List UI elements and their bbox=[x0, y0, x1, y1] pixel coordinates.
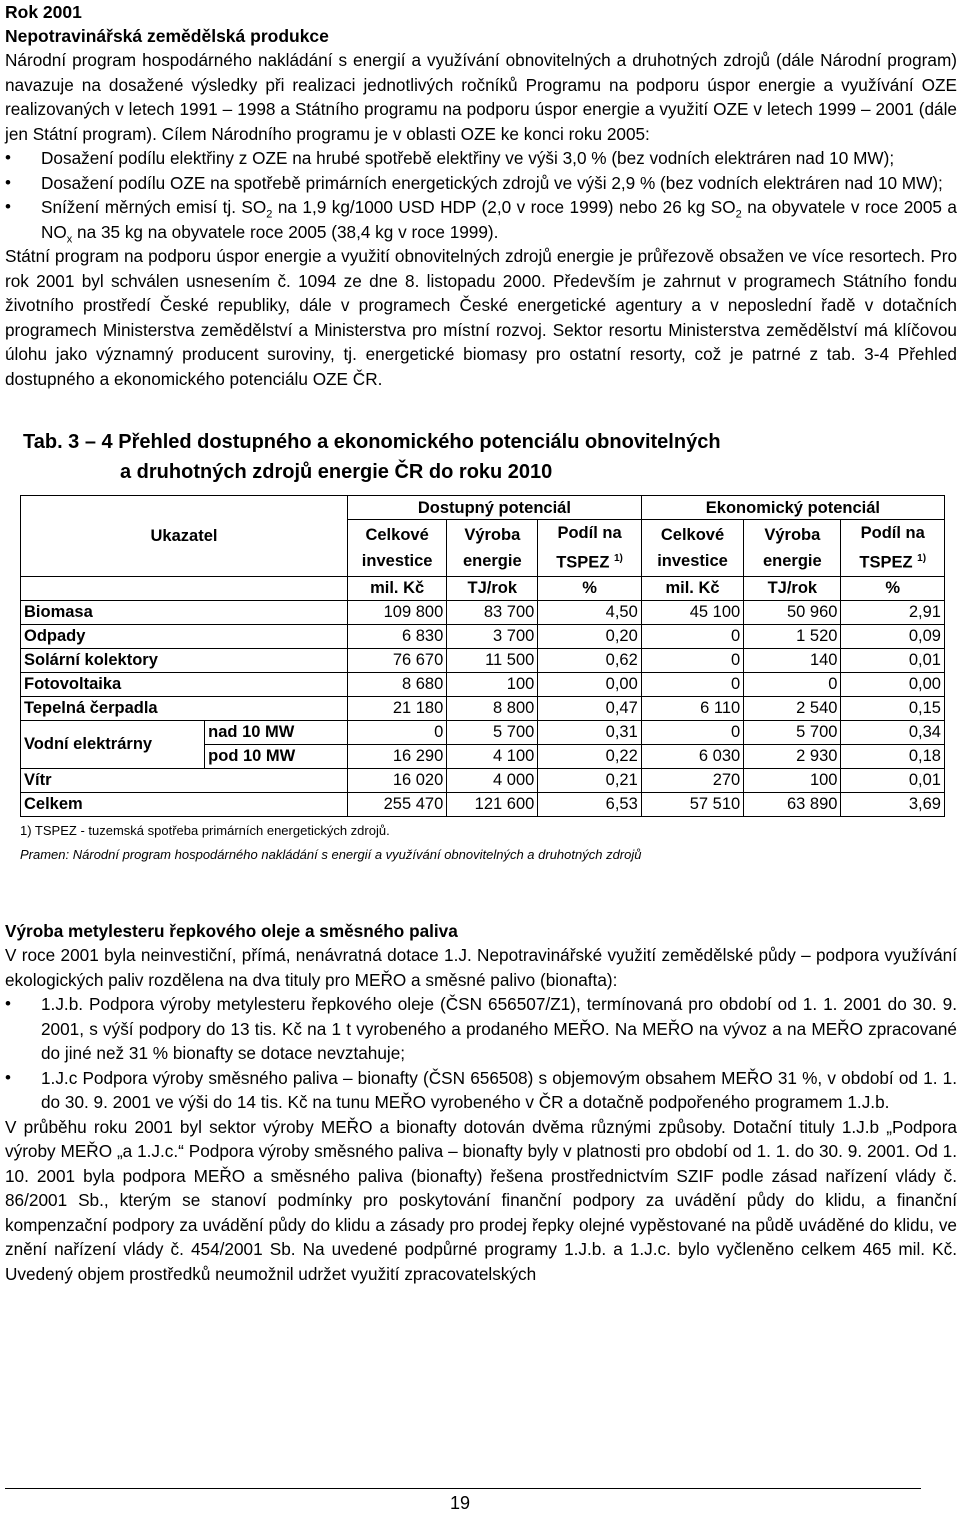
document-page bbox=[5, 0, 957, 1286]
emissions-text-d: na 35 kg na obyvatele roce 2005 (38,4 kg v roce 1999). bbox=[72, 221, 499, 242]
goal-item-electricity: • Dosažení podílu elektřiny z OZE na hrubé spotřebě elektřiny ve výši 3,0 % (bez vodních elektráren nad 10 MW); bbox=[5, 146, 957, 171]
section2-title: Výroba metylesteru řepkového oleje a směsného paliva bbox=[5, 920, 458, 941]
unit-investice-2: mil. Kč bbox=[641, 576, 743, 600]
table-title-line-1: Tab. 3 – 4 Přehled dostupného a ekonomického potenciálu obnovitelných bbox=[23, 431, 721, 453]
page-number: 19 bbox=[449, 1493, 471, 1513]
header-investice-1: Celkové investice bbox=[347, 520, 446, 577]
table-title-line-2: a druhotných zdrojů energie ČR do roku 2010 bbox=[120, 461, 553, 483]
header-dostupny: Dostupný potenciál bbox=[347, 496, 641, 520]
footer-rule bbox=[5, 1488, 921, 1489]
so2-subscript-1: 2 bbox=[266, 208, 273, 221]
subsidy-item-1jc: • 1.J.c Podpora výroby směsného paliva – bionafty (ČSN 656508) s objemovým obsahem MEŘO 31 %, v období od 1. 1. do 30. 9. 2001 ve výši do 14 tis. Kč na tunu MEŘO vyrobeného v ČR a dotačně podpořeného programem 1.J.b. bbox=[5, 1066, 957, 1115]
table-title bbox=[5, 427, 957, 487]
header-investice-2: Celkové investice bbox=[641, 520, 743, 577]
unit-energie-1: TJ/rok bbox=[447, 576, 538, 600]
goal-item-primary-energy: • Dosažení podílu OZE na spotřebě primárních energetických zdrojů ve výši 2,9 % (bez vodních elektráren nad 10 MW); bbox=[5, 171, 957, 196]
unit-spacer bbox=[21, 576, 348, 600]
header-ekonomicky: Ekonomický potenciál bbox=[641, 496, 944, 520]
table-row: Odpady 6 830 3 700 0,20 0 1 520 0,09 bbox=[21, 624, 945, 648]
table-row: Biomasa 109 800 83 700 4,50 45 100 50 960 2,91 bbox=[21, 600, 945, 624]
table-source: Pramen: Národní program hospodárného nakládání s energií a využívání obnovitelných a druhotných zdrojů bbox=[20, 846, 642, 862]
potential-table bbox=[20, 495, 945, 817]
table-row: Vítr 16 020 4 000 0,21 270 100 0,01 bbox=[21, 768, 945, 792]
goals-list bbox=[5, 146, 957, 244]
table-row: Solární kolektory 76 670 11 500 0,62 0 140 0,01 bbox=[21, 648, 945, 672]
unit-energie-2: TJ/rok bbox=[744, 576, 841, 600]
so2-subscript-2: 2 bbox=[735, 208, 742, 221]
header-podil-1: Podíl na TSPEZ $^{1)}$ bbox=[538, 520, 641, 577]
table-row: Tepelná čerpadla 21 180 8 800 0,47 6 110 2 540 0,15 bbox=[21, 696, 945, 720]
table-row: Fotovoltaika 8 680 100 0,00 0 0 0,00 bbox=[21, 672, 945, 696]
unit-pct-1: % bbox=[538, 576, 641, 600]
goal-item-emissions bbox=[5, 195, 957, 244]
emissions-text-b: na 1,9 kg/1000 USD HDP (2,0 v roce 1999) nebo 26 kg SO bbox=[272, 197, 736, 217]
vodni-label: Vodní elektrárny bbox=[21, 720, 205, 768]
header-podil-2: Podíl na TSPEZ $^{1)}$ bbox=[841, 520, 945, 577]
header-vyroba-2: Výroba energie bbox=[744, 520, 841, 577]
emissions-text-a: Snížení měrných emisí tj. SO bbox=[41, 197, 267, 217]
table-row: pod 10 MW 16 290 4 100 0,22 6 030 2 930 0,18 bbox=[21, 744, 945, 768]
unit-pct-2: % bbox=[841, 576, 945, 600]
table-row: Celkem 255 470 121 600 6,53 57 510 63 890 3,69 bbox=[21, 792, 945, 816]
section-heading: Nepotravinářská zemědělská produkce bbox=[5, 26, 329, 46]
intro-paragraph: Národní program hospodárného nakládání s energií a využívání obnovitelných a druhotných zdrojů (dále Národní program) navazuje na dosažené výsledky při realizaci jednotlivých ročníků Programu na podporu úspor energie a využívání OZE realizovaných v letech 1991 – 1998 a Státního programu na podporu úspor energie a využití OZE v letech 1999 – 2001 (dále jen Státní program). Cílem Národního programu je v oblasti OZE ke konci roku 2005: bbox=[5, 50, 957, 144]
table-row: Vodní elektrárny nad 10 MW 0 5 700 0,31 0 5 700 0,34 bbox=[21, 720, 945, 744]
nox-subscript: x bbox=[66, 232, 73, 245]
subsidy-list bbox=[5, 992, 957, 1115]
header-ukazatel: Ukazatel bbox=[21, 496, 348, 577]
emissions-text-c: na obyvatele v roce 2005 a NO bbox=[41, 197, 957, 242]
closing-paragraph: V průběhu roku 2001 byl sektor výroby MEŘO a bionafty dotován dvěma různými způsoby. Dotační tituly 1.J.b „Podpora výroby MEŘO „a 1.J.c.“ Podpora výroby směsného paliva – bionafty byly v platnosti pro období od 1. 1. do 30. 9. 2001. Od 1. 10. 2001 byla podpora MEŘO a směsného paliva (bionafty) řešena prostřednictvím SZIF podle zásad nařízení vlády č. 86/2001 Sb., kterým se stanoví podmínky pro poskytování finanční podpory za uvádění půdy do klidu, a finanční kompenzační podpory za uvádění půdy do klidu a zásady pro prodej řepky olejné vypěstované na půdě uváděné do klidu, ve znění nařízení vlády č. 454/2001 Sb. Na uvedené podpůrné programy 1.J.b. a 1.J.c. bylo vyčleněno celkem 465 mil. Kč. Uvedený objem prostředků neumožnil udržet využití zpracovatelských bbox=[5, 1116, 957, 1284]
header-vyroba-1: Výroba energie bbox=[447, 520, 538, 577]
year-heading: Rok 2001 bbox=[5, 2, 82, 22]
unit-investice-1: mil. Kč bbox=[347, 576, 446, 600]
state-program-paragraph: Státní program na podporu úspor energie a využití obnovitelných zdrojů energie je průřezově obsažen ve více resortech. Pro rok 2001 byl schválen usnesením č. 1094 ze dne 8. listopadu 2000. Především je zahrnut v programech Státního fondu životního prostředí České republiky, dále v programech České energetické agentury a v neposlední řadě v dotačních programech Ministerstva zemědělství a Ministerstva pro místní rozvoj. Sektor resortu Ministerstva zemědělství má klíčovou úlohu jako významný producent suroviny, tj. energetické biomasy pro ostatní resorty, což je patrné z tab. 3-4 Přehled dostupného a ekonomického potenciálu OZE ČR. bbox=[5, 246, 957, 389]
subsidy-item-1jb: • 1.J.b. Podpora výroby metylesteru řepkového oleje (ČSN 656507/Z1), termínovaná pro období od 1. 1. 2001 do 30. 9. 2001, s výší podpory do 13 tis. Kč na 1 t vyrobeného a prodaného MEŘO. Na MEŘO na vývoz a na MEŘO zpracované do jiné než 31 % bionafty se dotace nevztahuje; bbox=[5, 992, 957, 1066]
table-footnote: 1) TSPEZ - tuzemská spotřeba primárních energetických zdrojů. bbox=[20, 822, 390, 838]
subsidy-paragraph: V roce 2001 byla neinvestiční, přímá, nenávratná dotace 1.J. Nepotravinářské využití zemědělské půdy – podpora využívání ekologických paliv rozdělena na dva tituly pro MEŘO a směsné palivo (bionafta): bbox=[5, 945, 957, 990]
